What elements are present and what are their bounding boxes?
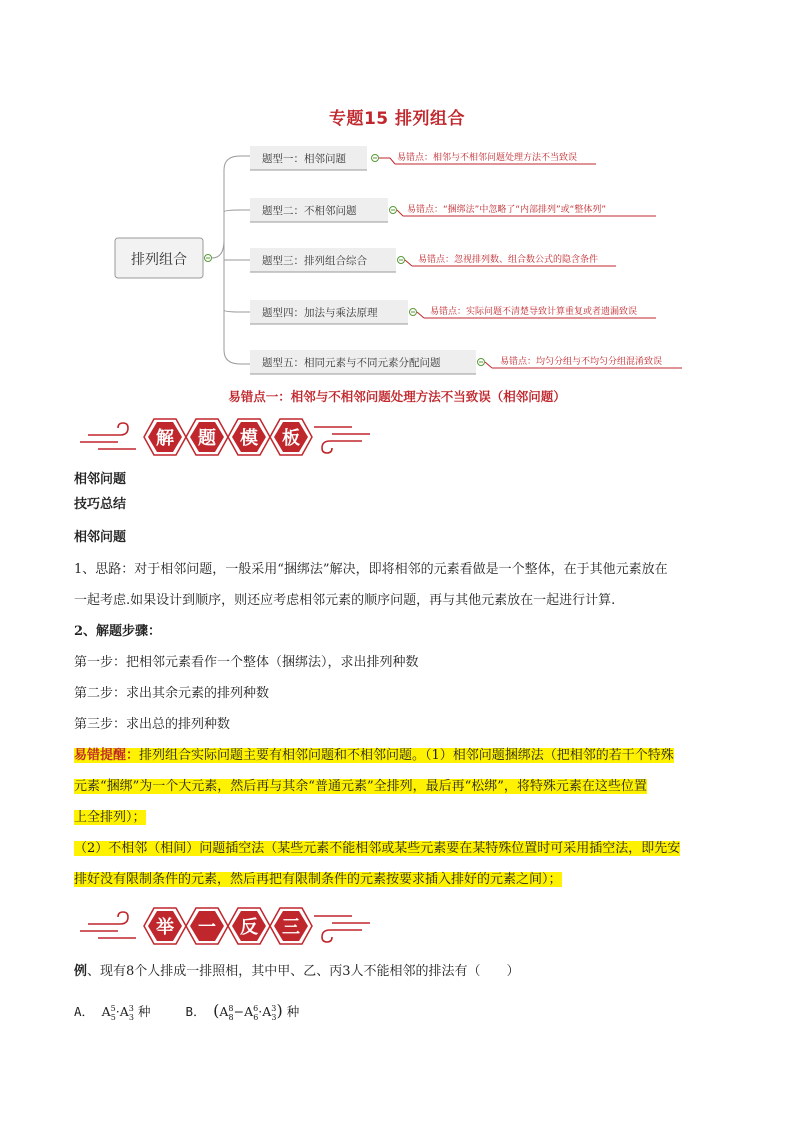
option-b-term-1 (219, 1004, 234, 1022)
example-question (74, 962, 726, 982)
hex-b2-3 (228, 908, 270, 944)
tip-line-3 (74, 808, 726, 828)
option-b-term-2-sub: 6 (253, 1012, 259, 1022)
hex-b2-1 (144, 908, 186, 944)
steps-title: 2、解题步骤： (74, 624, 162, 639)
tip-text-3: 上全排列）； (74, 810, 146, 825)
left-scroll-decoration-2 (80, 912, 136, 938)
tip-text-2: 元素“捆绑”为一个大元素，然后再与其余“普通元素”全排列，最后再“松绑”，将特殊元素在这些位置 (74, 779, 647, 794)
example-text: 、现有8个人排成一排照相，其中甲、乙、丙3人不能相邻的排法有（ ） (87, 964, 520, 979)
option-a-unit: 种 (137, 1004, 151, 1020)
mindmap-branch-2-label: 题型二：不相邻问题 (262, 205, 357, 217)
tip-text-5: 排好没有限制条件的元素，然后再把有限制条件的元素按要求插入排好的元素之间）； (74, 872, 562, 887)
hex-4 (270, 419, 312, 455)
option-a-term-1-sub: 5 (110, 1012, 116, 1022)
option-a-term-1 (101, 1004, 116, 1022)
option-b-paren-close: ) (276, 1001, 283, 1021)
heading-adjacent-problem: 相邻问题 (74, 472, 127, 487)
option-b-term-3-base: A (262, 1004, 272, 1020)
mindmap-branch-4-label: 题型四：加法与乘法原理 (262, 307, 378, 319)
banner2-char-1: 举 (156, 917, 174, 938)
option-b-formula (213, 1001, 287, 1022)
mindmap (0, 140, 794, 380)
example-label: 例 (74, 964, 88, 979)
option-b-unit: 种 (286, 1004, 300, 1020)
option-b-term-2-sup: 6 (253, 1004, 259, 1013)
step-3: 第三步：求出总的排列种数 (74, 717, 231, 732)
paragraph-idea-line-1: 1、思路：对于相邻问题，一般采用“捆绑法”解决，即将相邻的元素看做是一个整体，在于其他元素放在 (74, 562, 668, 577)
banner1-char-1: 解 (156, 428, 174, 449)
mindmap-root-label: 排列组合 (131, 252, 187, 268)
banner1-char-4: 板 (282, 428, 300, 449)
tip-label: 易错提醒： (74, 748, 140, 763)
banner2-char-2: 一 (198, 917, 216, 938)
banner-examples-graphic (78, 903, 378, 949)
banner-examples (78, 903, 378, 949)
option-b-term-1-base: A (219, 1004, 229, 1020)
option-b-paren-open: ( (213, 1001, 220, 1021)
banner1-char-3: 模 (240, 428, 258, 449)
tip-label-highlight (74, 748, 674, 763)
mindmap-connector-4 (224, 310, 250, 312)
option-a-term-2 (119, 1004, 134, 1022)
option-b-term-2 (244, 1004, 259, 1022)
mindmap-branch-2-link (397, 210, 403, 216)
page-title: 专题15 排列组合 (328, 109, 466, 129)
right-scroll-decoration (314, 427, 370, 453)
step-1: 第一步：把相邻元素看作一个整体（捆绑法），求出排列种数 (74, 655, 419, 670)
left-scroll-decoration (80, 423, 136, 449)
mindmap-branch-4-note: 易错点：实际问题不清楚导致计算重复或者遗漏致误 (430, 307, 638, 317)
option-b-term-1-sub: 8 (228, 1012, 234, 1022)
mindmap-branch-1-link (379, 158, 395, 164)
mindmap-branch-1-label: 题型一：相邻问题 (262, 153, 346, 165)
tip-line-5 (74, 870, 726, 890)
example-options (74, 999, 726, 1028)
option-a-term-2-sup: 3 (128, 1004, 134, 1013)
mindmap-branch-5-note: 易错点：均匀分组与不均匀分组混淆致误 (500, 357, 663, 367)
tip-line-2 (74, 777, 726, 797)
banner1-char-2: 题 (198, 428, 216, 449)
mindmap-connector-2 (224, 210, 250, 212)
mindmap-branch-4-link (417, 312, 424, 318)
right-scroll-decoration-2 (314, 916, 370, 942)
hex-b2-2 (186, 908, 228, 944)
mindmap-branch-1-note: 易错点：相邻与不相邻问题处理方法不当致误 (397, 153, 578, 163)
option-b-term-1-sup: 8 (228, 1004, 234, 1013)
option-a-formula (101, 1004, 138, 1022)
option-b-term-2-base: A (244, 1004, 254, 1020)
option-a-term-2-base: A (119, 1004, 129, 1020)
mindmap-branch-3-label: 题型三：排列组合综合 (262, 255, 367, 267)
option-b-term-3 (262, 1004, 277, 1022)
heading-adjacent-problem-2: 相邻问题 (74, 530, 127, 545)
tip-line-4 (74, 839, 726, 859)
hex-b2-4 (270, 908, 312, 944)
option-a-dot: · (115, 1004, 120, 1020)
mindmap-branch-5-link (485, 362, 492, 368)
hex-2 (186, 419, 228, 455)
tip-text-4: （2）不相邻（相间）问题插空法（某些元素不能相邻或某些元素要在某特殊位置时可采用插空法，即先安 (74, 841, 681, 856)
banner2-char-3: 反 (240, 917, 258, 938)
banner-solution-template (78, 414, 378, 460)
option-a-label: A． (74, 1004, 95, 1020)
option-b-dot: · (258, 1004, 263, 1020)
tip-line-1 (74, 746, 726, 766)
option-a-term-1-base: A (101, 1004, 111, 1020)
option-b-minus: − (233, 1004, 245, 1020)
paragraph-idea-line-2: 一起考虑.如果设计到顺序，则还应考虑相邻元素的顺序问题，再与其他元素放在一起进行计算. (74, 593, 616, 608)
option-b-label: B． (185, 1004, 206, 1020)
hex-1 (144, 419, 186, 455)
option-b-term-3-sup: 3 (271, 1004, 277, 1013)
tip-text-1: 排列组合实际问题主要有相邻问题和不相邻问题。（1）相邻问题捆绑法（把相邻的若干个特殊 (139, 748, 674, 763)
mindmap-branch-3-note: 易错点：忽视排列数、组合数公式的隐含条件 (418, 255, 599, 265)
option-a-term-2-sub: 3 (128, 1012, 134, 1022)
mindmap-branch-3-link (405, 260, 412, 266)
hex-3 (228, 419, 270, 455)
mindmap-branch-2-note: 易错点：“捆绑法”中忽略了“内部排列”或“整体列” (407, 205, 606, 215)
step-2: 第二步：求出其余元素的排列种数 (74, 686, 270, 701)
banner2-char-4: 三 (282, 917, 300, 938)
mindmap-branch-5-label: 题型五：相同元素与不同元素分配问题 (262, 357, 441, 369)
option-a-term-1-sup: 5 (110, 1004, 116, 1013)
section-heading: 易错点一：相邻与不相邻问题处理方法不当致误（相邻问题） (228, 389, 566, 404)
banner-solution-template-graphic (78, 414, 378, 460)
heading-skill-summary: 技巧总结 (74, 497, 127, 512)
option-b-term-3-sub: 3 (271, 1012, 277, 1022)
